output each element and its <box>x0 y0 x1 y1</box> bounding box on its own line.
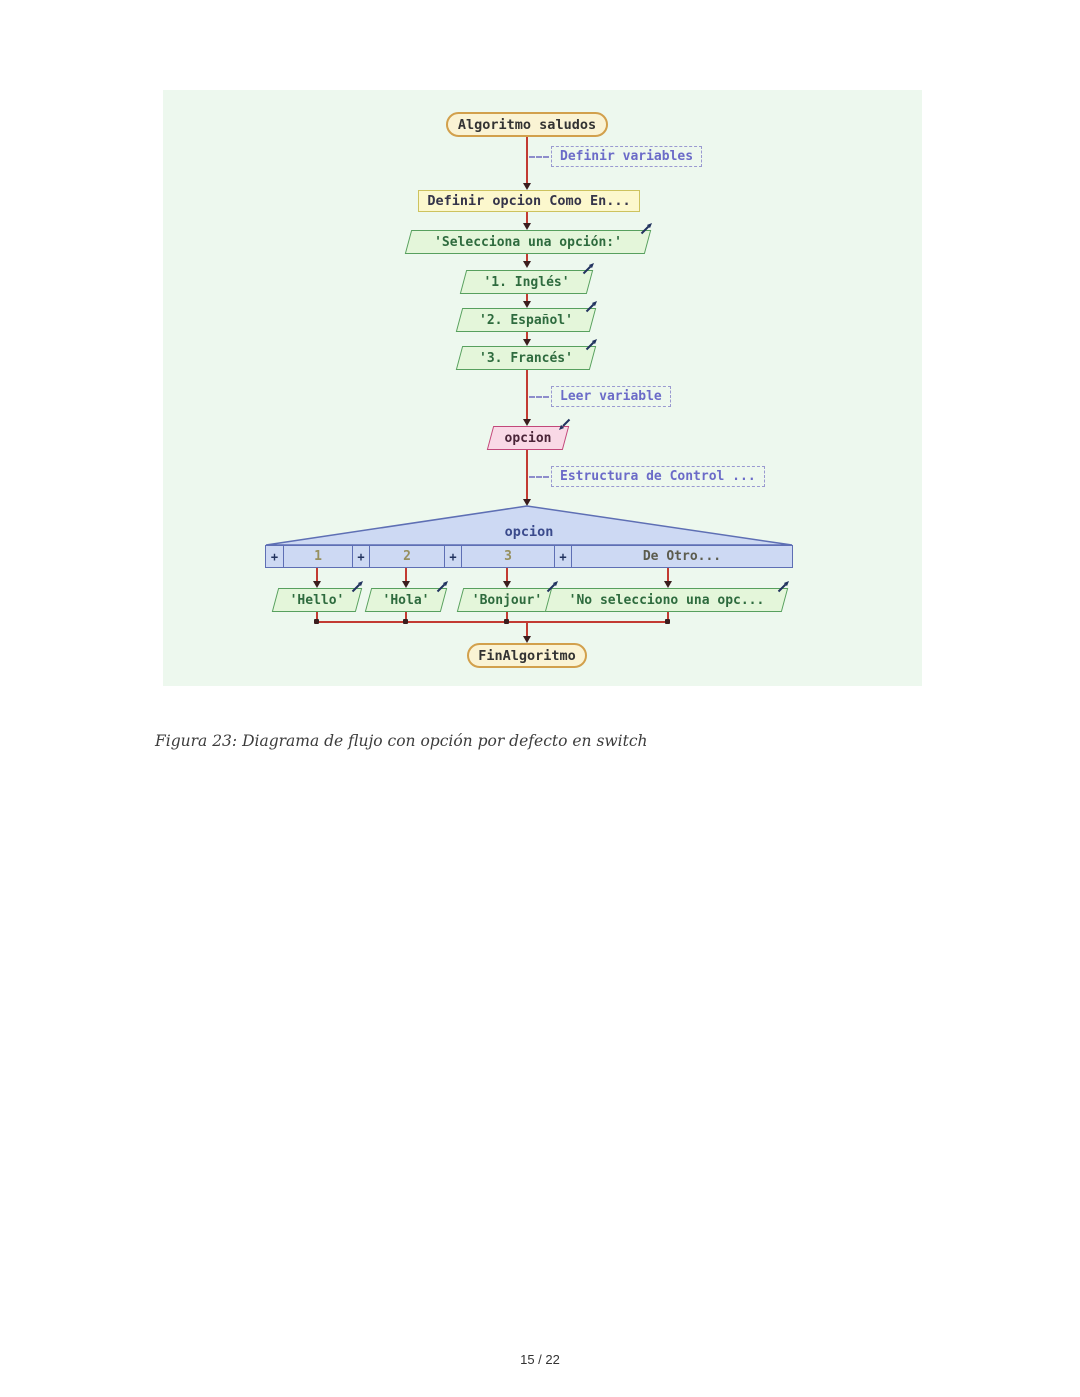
arrowhead-down-icon <box>523 339 531 346</box>
comment-label: Leer variable <box>560 389 662 404</box>
output-arrow-icon <box>584 337 599 352</box>
node-prompt-output <box>408 230 648 254</box>
case-expand-icon: + <box>554 546 572 567</box>
node-read-input <box>490 426 566 450</box>
node-output-hello-label: 'Hello' <box>289 592 345 608</box>
node-read-label: opcion <box>504 430 552 446</box>
output-arrow-icon <box>581 261 596 276</box>
arrowhead-down-icon <box>523 419 531 426</box>
arrowhead-down-icon <box>664 581 672 588</box>
node-option-2-output <box>459 308 593 332</box>
node-start-label: Algoritmo saludos <box>457 116 597 133</box>
node-output-hello <box>275 588 359 612</box>
output-arrow-icon <box>639 221 654 236</box>
arrowhead-down-icon <box>523 183 531 190</box>
node-define-label: Definir opcion Como En... <box>427 193 631 209</box>
output-arrow-icon <box>776 579 791 594</box>
node-option-1-label: '1. Inglés' <box>483 274 570 290</box>
comment-connector <box>529 396 549 398</box>
arrowhead-down-icon <box>503 581 511 588</box>
flow-connector <box>526 450 528 500</box>
flow-connector <box>506 568 508 582</box>
flow-connector <box>526 370 528 420</box>
node-define-variable <box>418 190 640 212</box>
junction-dot <box>403 619 408 624</box>
flow-connector <box>526 137 528 183</box>
output-arrow-icon <box>435 579 450 594</box>
output-arrow-icon <box>350 579 365 594</box>
case-label-default: De Otro... <box>642 549 722 564</box>
switch-case-bar <box>265 545 793 568</box>
junction-dot <box>314 619 319 624</box>
comment-connector <box>529 156 549 158</box>
node-output-default-label: 'No selecciono una opc... <box>568 592 765 608</box>
node-output-hola <box>368 588 444 612</box>
node-option-3-output <box>459 346 593 370</box>
node-output-default <box>548 588 785 612</box>
arrowhead-down-icon <box>523 261 531 268</box>
figure-caption: Figura 23: Diagrama de flujo con opción por defecto en switch <box>155 732 648 750</box>
comment-read-variable <box>551 386 671 407</box>
node-output-hola-label: 'Hola' <box>382 592 430 608</box>
flow-connector <box>526 623 528 636</box>
comment-connector <box>529 476 549 478</box>
junction-dot <box>665 619 670 624</box>
comment-control-structure <box>551 466 765 487</box>
node-end <box>467 643 587 668</box>
node-option-3-label: '3. Francés' <box>479 350 573 366</box>
case-expand-icon: + <box>444 546 462 567</box>
node-end-label: FinAlgoritmo <box>478 647 576 664</box>
node-option-2-label: '2. Español' <box>479 312 573 328</box>
arrowhead-down-icon <box>523 223 531 230</box>
flow-connector <box>316 568 318 582</box>
case-label-2: 2 <box>403 549 411 564</box>
flow-connector <box>667 568 669 582</box>
flow-connector <box>405 568 407 582</box>
node-output-bonjour <box>460 588 554 612</box>
output-arrow-icon <box>545 579 560 594</box>
node-output-bonjour-label: 'Bonjour' <box>471 592 543 608</box>
arrowhead-down-icon <box>313 581 321 588</box>
case-expand-icon: + <box>352 546 370 567</box>
switch-variable-label <box>265 524 793 540</box>
arrowhead-down-icon <box>523 301 531 308</box>
arrowhead-down-icon <box>402 581 410 588</box>
case-label-1: 1 <box>314 549 322 564</box>
page-number: 15 / 22 <box>520 1352 560 1367</box>
node-option-1-output <box>463 270 590 294</box>
node-prompt-label: 'Selecciona una opción:' <box>434 234 622 250</box>
comment-label: Definir variables <box>560 149 694 164</box>
input-arrow-icon <box>557 417 572 432</box>
output-arrow-icon <box>584 299 599 314</box>
comment-label: Estructura de Control ... <box>560 469 756 484</box>
switch-variable-text: opcion <box>504 524 554 540</box>
case-expand-icon: + <box>266 546 284 567</box>
case-label-3: 3 <box>504 549 512 564</box>
flowchart-panel <box>163 90 922 686</box>
junction-dot <box>504 619 509 624</box>
comment-define-variables <box>551 146 702 167</box>
node-start <box>446 112 608 137</box>
arrowhead-down-icon <box>523 636 531 643</box>
flow-merge-line <box>316 621 669 623</box>
